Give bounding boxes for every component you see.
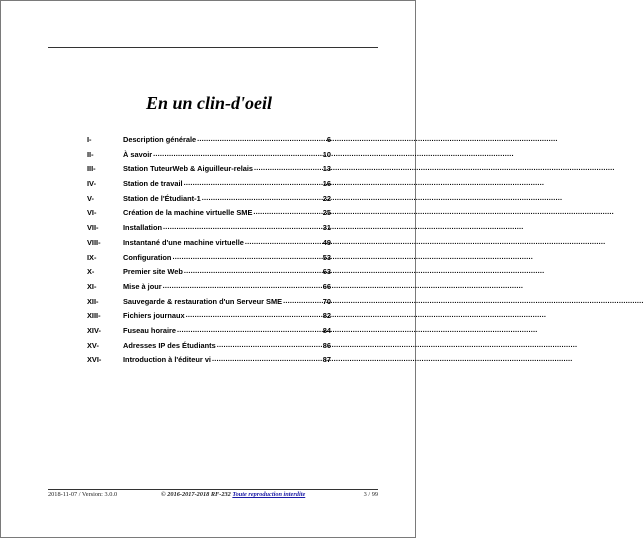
- footer-reproduction-link[interactable]: Toute reproduction interdite: [232, 491, 306, 498]
- header-rule: [48, 47, 378, 48]
- toc-dot-leader: [202, 191, 322, 206]
- toc-entry-number: XVI-: [87, 355, 102, 365]
- toc-entry[interactable]: [87, 280, 331, 295]
- toc-entry-number: II-: [87, 149, 94, 159]
- toc-dot-leader: [163, 279, 322, 294]
- toc-dot-leader: [253, 205, 321, 220]
- toc-entry-label: Introduction à l'éditeur vi: [123, 355, 211, 365]
- page-title: En un clin-d'oeil: [145, 93, 273, 113]
- toc-entry-label: Installation: [123, 223, 163, 233]
- toc-entry-number: V-: [87, 193, 94, 203]
- table-of-contents: [87, 133, 331, 368]
- toc-dot-leader: [283, 294, 322, 309]
- toc-entry-number: XII-: [87, 296, 99, 306]
- toc-entry-label: Premier site Web: [123, 267, 183, 277]
- toc-dot-leader: [212, 352, 322, 367]
- toc-dot-leader: [172, 250, 321, 265]
- toc-entry-number: XIV-: [87, 325, 101, 335]
- footer-date-version: 2018-11-07 / Version: 3.0.0: [48, 491, 118, 498]
- toc-entry-number: X-: [87, 267, 95, 277]
- toc-entry[interactable]: [87, 295, 331, 310]
- toc-entry-label: Station de travail: [123, 179, 183, 189]
- toc-entry-number: VII-: [87, 223, 99, 233]
- toc-entry[interactable]: [87, 206, 331, 221]
- toc-entry[interactable]: [87, 236, 331, 251]
- toc-entry-page: 63: [322, 267, 331, 277]
- toc-dot-leader: [186, 308, 322, 323]
- toc-entry[interactable]: [87, 251, 331, 266]
- toc-entry[interactable]: [87, 324, 331, 339]
- toc-entry[interactable]: [87, 339, 331, 354]
- toc-entry-page: 87: [322, 355, 331, 365]
- footer-copyright-text: © 2016-2017-2018 RF-232: [161, 491, 231, 498]
- toc-entry[interactable]: [87, 221, 331, 236]
- footer-page-number: 3 / 99: [363, 491, 378, 498]
- toc-dot-leader: [254, 161, 322, 176]
- toc-entry[interactable]: [87, 353, 331, 368]
- toc-entry-page: 84: [322, 325, 331, 335]
- toc-entry-page: 49: [322, 237, 331, 247]
- toc-entry-page: 6: [326, 135, 331, 144]
- toc-entry-label: Instantané d'une machine virtuelle: [123, 237, 244, 247]
- toc-entry-page: 31: [322, 223, 331, 233]
- toc-entry-number: VIII-: [87, 237, 101, 247]
- toc-entry-page: 25: [322, 208, 331, 218]
- toc-entry-number: XI-: [87, 281, 97, 291]
- toc-entry-page: 53: [322, 252, 331, 262]
- toc-entry-label: Mise à jour: [123, 281, 162, 291]
- toc-entry-page: 16: [322, 179, 331, 189]
- toc-dot-leader: [177, 323, 322, 338]
- toc-entry-label: Station de l'Étudiant-1: [123, 193, 201, 203]
- toc-entry-page: 82: [322, 311, 331, 321]
- toc-entry-number: XV-: [87, 340, 99, 350]
- toc-entry[interactable]: [87, 192, 331, 207]
- toc-entry-label: Configuration: [123, 252, 172, 262]
- toc-entry-number: IV-: [87, 179, 97, 189]
- toc-entry-label: Fichiers journaux: [123, 311, 185, 321]
- toc-entry[interactable]: [87, 265, 331, 280]
- toc-entry-number: IX-: [87, 252, 97, 262]
- toc-entry-label: Création de la machine virtuelle SME: [123, 208, 253, 218]
- toc-entry-label: Adresses IP des Étudiants: [123, 340, 216, 350]
- toc-entry[interactable]: [87, 177, 331, 192]
- toc-dot-leader: [153, 147, 322, 162]
- toc-dot-leader: [184, 264, 322, 279]
- toc-entry-page: 10: [322, 149, 331, 159]
- toc-dot-leader: [163, 220, 322, 235]
- toc-entry-label: Sauvegarde & restauration d'un Serveur SME: [123, 296, 283, 306]
- toc-entry-number: I-: [87, 135, 92, 144]
- footer-copyright: [161, 491, 305, 498]
- toc-dot-leader: [245, 235, 322, 250]
- toc-dot-leader: [197, 132, 326, 147]
- toc-entry-page: 86: [322, 340, 331, 350]
- toc-entry-label: Station TuteurWeb & Aiguilleur-relais: [123, 164, 254, 174]
- toc-entry-number: XIII-: [87, 311, 101, 321]
- toc-entry-page: 70: [322, 296, 331, 306]
- toc-entry-page: 66: [322, 281, 331, 291]
- toc-dot-leader: [184, 176, 322, 191]
- toc-entry-label: À savoir: [123, 149, 153, 159]
- footer-rule: [48, 489, 378, 490]
- page-footer: [48, 491, 378, 501]
- toc-entry[interactable]: [87, 309, 331, 324]
- toc-dot-leader: [217, 338, 322, 353]
- toc-entry-label: Description générale: [123, 135, 197, 144]
- toc-entry[interactable]: [87, 162, 331, 177]
- toc-entry-number: III-: [87, 164, 96, 174]
- toc-entry[interactable]: [87, 133, 331, 148]
- toc-entry-page: 13: [322, 164, 331, 174]
- toc-entry[interactable]: [87, 148, 331, 163]
- toc-entry-page: 22: [322, 193, 331, 203]
- toc-entry-label: Fuseau horaire: [123, 325, 176, 335]
- toc-entry-number: VI-: [87, 208, 97, 218]
